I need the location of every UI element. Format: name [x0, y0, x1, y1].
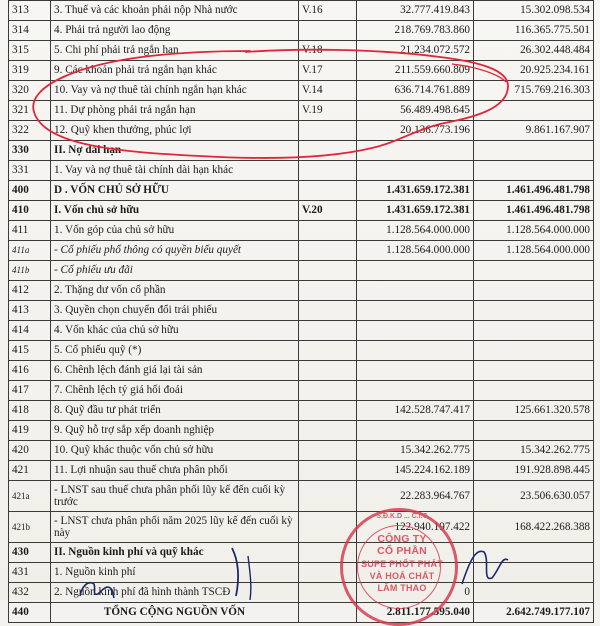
row-description: 4. Vốn khác của chủ sở hữu: [51, 321, 299, 341]
row-note: [299, 261, 357, 281]
row-code: 411: [9, 221, 51, 241]
row-current-value: 1.431.659.172.381: [357, 181, 474, 201]
row-previous-value: [474, 381, 594, 401]
table-row: [9, 543, 594, 563]
balance-sheet-table: [8, 0, 594, 623]
row-description: 11. Dự phòng phải trả ngắn hạn: [51, 101, 299, 121]
row-previous-value: [474, 341, 594, 361]
row-code: 331: [9, 161, 51, 181]
row-code: 418: [9, 401, 51, 421]
seal-ring-text: S.Đ.K.D ... C.I.C: [376, 513, 428, 520]
row-description: 1. Nguồn kinh phí: [51, 563, 299, 583]
row-previous-value: 9.861.167.907: [474, 121, 594, 141]
table-row: [9, 341, 594, 361]
row-code: 412: [9, 281, 51, 301]
row-code: 430: [9, 543, 51, 563]
row-current-value: [357, 341, 474, 361]
row-description: 3. Quyền chọn chuyển đổi trái phiếu: [51, 301, 299, 321]
row-description: II. Nguồn kinh phí và quỹ khác: [51, 543, 299, 563]
row-previous-value: [474, 321, 594, 341]
row-code: 417: [9, 381, 51, 401]
table-row: [9, 261, 594, 281]
row-current-value: 142.528.747.417: [357, 401, 474, 421]
row-previous-value: [474, 421, 594, 441]
row-description: - LNST chưa phân phối năm 2025 lũy kế đến cuối kỳ này: [51, 512, 299, 543]
row-previous-value: 116.365.775.501: [474, 21, 594, 41]
table-row: [9, 401, 594, 421]
table-row: [9, 41, 594, 61]
row-description: 10. Vay và nợ thuê tài chính ngắn hạn khác: [51, 81, 299, 101]
row-description: 2. Thặng dư vốn cổ phần: [51, 281, 299, 301]
row-description: 2. Nguồn kinh phí đã hình thành TSCĐ: [51, 583, 299, 603]
row-previous-value: 125.661.320.578: [474, 401, 594, 421]
row-note: [299, 321, 357, 341]
row-code: 411b: [9, 261, 51, 281]
row-code: 440: [9, 603, 51, 623]
row-current-value: [357, 261, 474, 281]
row-description: 6. Chênh lệch đánh giá lại tài sản: [51, 361, 299, 381]
row-description: 5. Chi phí phải trả ngắn hạn: [51, 41, 299, 61]
row-description: TỔNG CỘNG NGUỒN VỐN: [51, 603, 299, 623]
row-code: 421a: [9, 481, 51, 512]
row-code: 320: [9, 81, 51, 101]
row-code: 414: [9, 321, 51, 341]
row-previous-value: 23.506.630.057: [474, 481, 594, 512]
row-previous-value: 1.461.496.481.798: [474, 201, 594, 221]
row-description: 3. Thuế và các khoản phải nộp Nhà nước: [51, 1, 299, 21]
row-previous-value: 715.769.216.303: [474, 81, 594, 101]
row-code: 415: [9, 341, 51, 361]
row-current-value: [357, 321, 474, 341]
row-current-value: [357, 361, 474, 381]
row-previous-value: [474, 301, 594, 321]
row-previous-value: [474, 543, 594, 563]
row-description: 8. Quỹ đầu tư phát triển: [51, 401, 299, 421]
row-current-value: 218.769.783.860: [357, 21, 474, 41]
row-previous-value: [474, 563, 594, 583]
row-note: [299, 281, 357, 301]
row-description: - LNST sau thuế chưa phân phối lũy kế đến cuối kỳ trước: [51, 481, 299, 512]
row-current-value: 211.559.660.809: [357, 61, 474, 81]
table-row: [9, 221, 594, 241]
row-current-value: 15.342.262.775: [357, 441, 474, 461]
row-note: [299, 221, 357, 241]
table-row: [9, 161, 594, 181]
row-code: 322: [9, 121, 51, 141]
row-current-value: 1.431.659.172.381: [357, 201, 474, 221]
table-row: [9, 101, 594, 121]
row-description: 5. Cổ phiếu quỹ (*): [51, 341, 299, 361]
row-current-value: 145.224.162.189: [357, 461, 474, 481]
row-previous-value: 2.642.749.177.107: [474, 603, 594, 623]
row-current-value: [357, 301, 474, 321]
table-row: [9, 563, 594, 583]
row-description: 4. Phải trả người lao động: [51, 21, 299, 41]
table-row: [9, 81, 594, 101]
table-row: [9, 1, 594, 21]
row-description: 10. Quỹ khác thuộc vốn chủ sở hữu: [51, 441, 299, 461]
row-note: [299, 141, 357, 161]
row-code: 315: [9, 41, 51, 61]
table-row: [9, 61, 594, 81]
row-previous-value: [474, 361, 594, 381]
row-current-value: 122.940.197.422: [357, 512, 474, 543]
row-description: 11. Lợi nhuận sau thuế chưa phân phối: [51, 461, 299, 481]
table-row: [9, 512, 594, 543]
row-code: 431: [9, 563, 51, 583]
row-note: [299, 603, 357, 623]
row-previous-value: 1.128.564.000.000: [474, 241, 594, 261]
row-description: 9. Các khoản phải trả ngắn hạn khác: [51, 61, 299, 81]
row-code: 314: [9, 21, 51, 41]
table-body: [9, 1, 594, 623]
row-current-value: [357, 421, 474, 441]
row-previous-value: 15.302.098.534: [474, 1, 594, 21]
row-note: [299, 461, 357, 481]
row-note: [299, 341, 357, 361]
row-previous-value: 20.925.234.161: [474, 61, 594, 81]
row-previous-value: [474, 141, 594, 161]
row-note: [299, 121, 357, 141]
row-note: [299, 381, 357, 401]
row-code: 321: [9, 101, 51, 121]
row-description: 1. Vay và nợ thuê tài chính dài hạn khác: [51, 161, 299, 181]
row-previous-value: 168.422.268.388: [474, 512, 594, 543]
row-current-value: [357, 281, 474, 301]
row-previous-value: 26.302.448.484: [474, 41, 594, 61]
row-current-value: 1.128.564.000.000: [357, 241, 474, 261]
row-note: [299, 241, 357, 261]
row-description: 12. Quỹ khen thưởng, phúc lợi: [51, 121, 299, 141]
row-note: V.16: [299, 1, 357, 21]
row-note: [299, 481, 357, 512]
seal-line-1: CÔNG TY: [377, 533, 427, 545]
row-note: [299, 161, 357, 181]
row-description: 9. Quỹ hỗ trợ sắp xếp doanh nghiệp: [51, 421, 299, 441]
row-current-value: [357, 381, 474, 401]
table-row: [9, 201, 594, 221]
row-previous-value: [474, 281, 594, 301]
row-previous-value: [474, 101, 594, 121]
row-note: [299, 401, 357, 421]
row-current-value: 21.234.072.572: [357, 41, 474, 61]
table-row: [9, 181, 594, 201]
row-note: V.17: [299, 61, 357, 81]
row-code: 410: [9, 201, 51, 221]
row-current-value: 0: [357, 583, 474, 603]
row-description: D . VỐN CHỦ SỞ HỮU: [51, 181, 299, 201]
row-description: 7. Chênh lệch tỷ giá hối đoái: [51, 381, 299, 401]
row-previous-value: [474, 161, 594, 181]
row-note: V.14: [299, 81, 357, 101]
row-current-value: 32.777.419.843: [357, 1, 474, 21]
table-row: [9, 281, 594, 301]
row-code: 421: [9, 461, 51, 481]
row-code: 319: [9, 61, 51, 81]
row-current-value: [357, 161, 474, 181]
seal-line-4: VÀ HOÁ CHẤT: [369, 571, 435, 581]
row-code: 421b: [9, 512, 51, 543]
row-code: 313: [9, 1, 51, 21]
company-seal: [340, 508, 458, 626]
seal-line-2: CỔ PHẦN: [377, 545, 427, 557]
table-row: [9, 241, 594, 261]
row-code: 413: [9, 301, 51, 321]
table-row: [9, 21, 594, 41]
row-previous-value: 1.128.564.000.000: [474, 221, 594, 241]
row-current-value: 636.714.761.889: [357, 81, 474, 101]
row-note: [299, 361, 357, 381]
table-row: [9, 141, 594, 161]
row-description: - Cổ phiếu ưu đãi: [51, 261, 299, 281]
seal-line-3: SUPE PHỐT PHÁT: [361, 559, 443, 569]
row-code: 400: [9, 181, 51, 201]
row-previous-value: 191.928.898.445: [474, 461, 594, 481]
row-code: 432: [9, 583, 51, 603]
row-note: [299, 181, 357, 201]
row-current-value: 20.136.773.196: [357, 121, 474, 141]
table-row: [9, 441, 594, 461]
table-row: [9, 321, 594, 341]
row-current-value: 1.128.564.000.000: [357, 221, 474, 241]
table-row: [9, 121, 594, 141]
row-current-value: 56.489.498.645: [357, 101, 474, 121]
row-description: - Cổ phiếu phổ thông có quyền biểu quyết: [51, 241, 299, 261]
row-description: 1. Vốn góp của chủ sở hữu: [51, 221, 299, 241]
table-row: [9, 603, 594, 623]
row-current-value: 2.811.177.595.040: [357, 603, 474, 623]
row-note: [299, 441, 357, 461]
row-description: II. Nợ dài hạn: [51, 141, 299, 161]
table-row: [9, 381, 594, 401]
row-note: [299, 21, 357, 41]
row-code: 411a: [9, 241, 51, 261]
table-row: [9, 421, 594, 441]
row-previous-value: 1.461.496.481.798: [474, 181, 594, 201]
seal-line-5: LÂM THAO: [377, 583, 427, 593]
row-previous-value: 15.342.262.775: [474, 441, 594, 461]
row-note: [299, 421, 357, 441]
row-description: I. Vốn chủ sở hữu: [51, 201, 299, 221]
row-note: V.18: [299, 41, 357, 61]
row-code: 330: [9, 141, 51, 161]
row-code: 419: [9, 421, 51, 441]
table-row: [9, 361, 594, 381]
row-code: 416: [9, 361, 51, 381]
row-current-value: 22.283.964.767: [357, 481, 474, 512]
row-note: V.19: [299, 101, 357, 121]
row-note: [299, 301, 357, 321]
row-current-value: [357, 141, 474, 161]
row-previous-value: [474, 261, 594, 281]
table-row: [9, 461, 594, 481]
table-row: [9, 481, 594, 512]
row-note: V.20: [299, 201, 357, 221]
table-row: [9, 301, 594, 321]
row-code: 420: [9, 441, 51, 461]
